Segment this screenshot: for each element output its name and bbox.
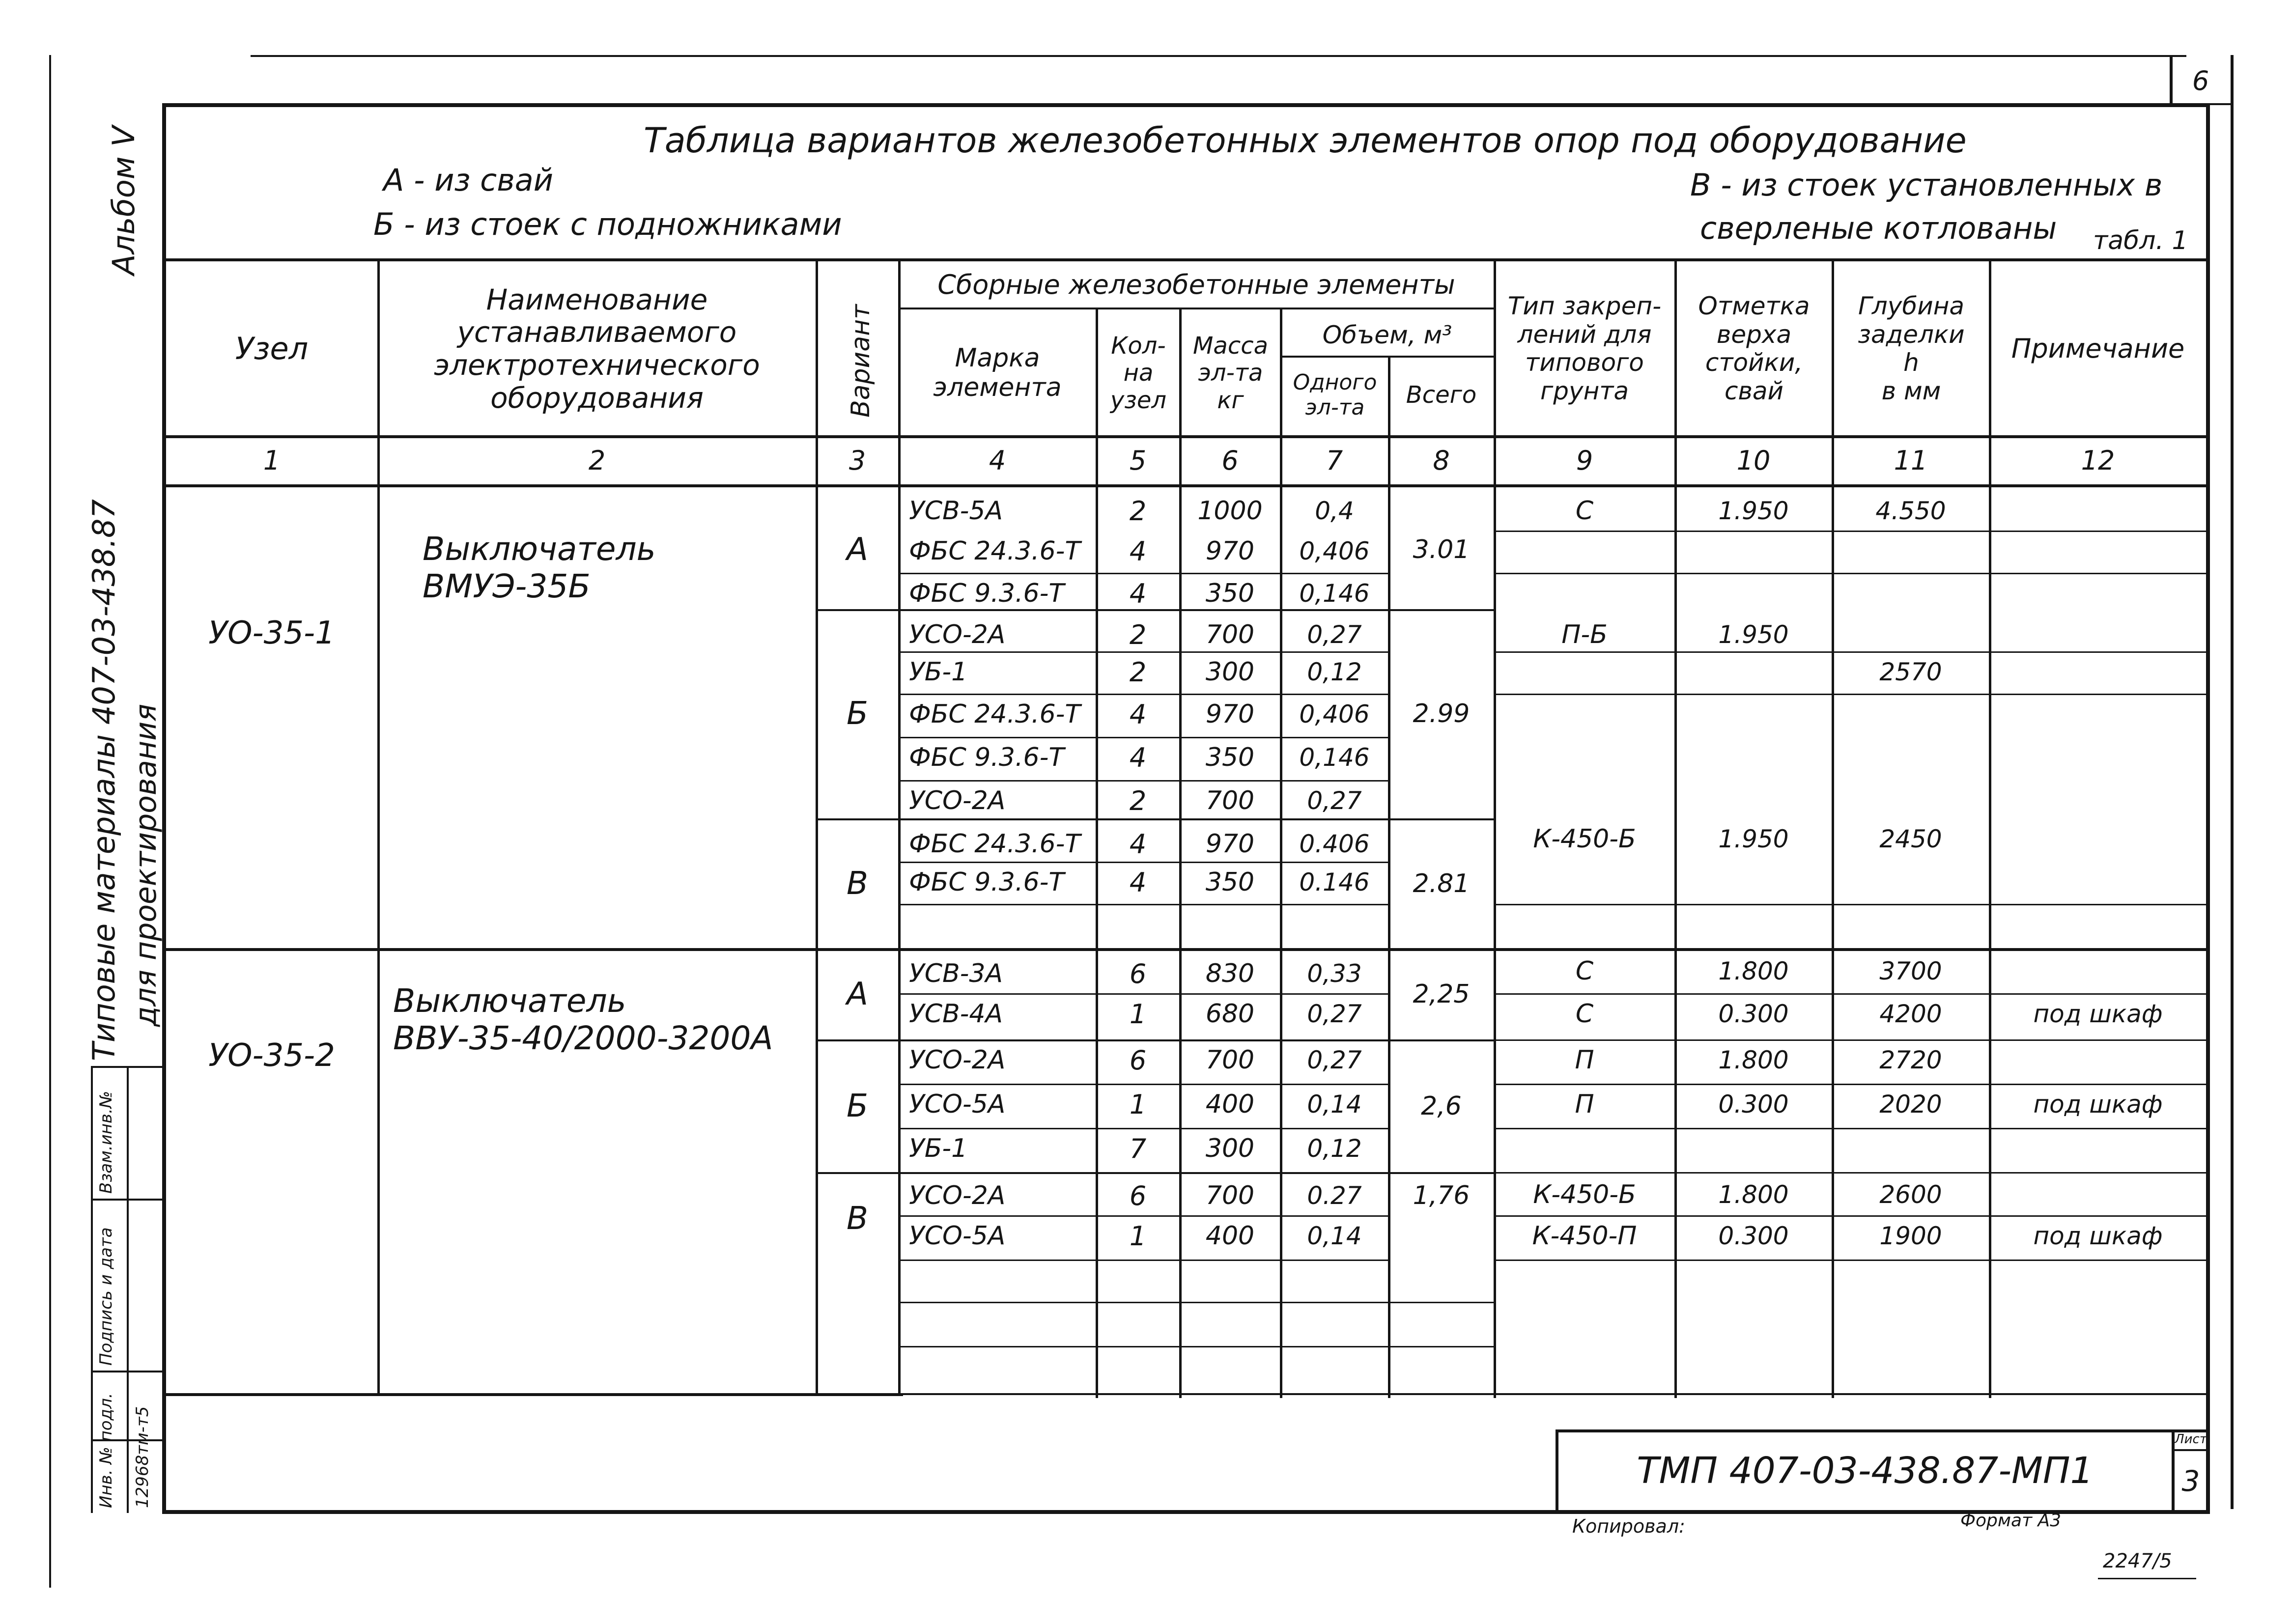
note: под шкаф bbox=[2033, 1222, 2163, 1251]
stamp-list-div bbox=[2172, 1449, 2210, 1451]
stamp-inv: Инв. № подл. bbox=[96, 1393, 116, 1508]
fixing-type: П bbox=[1575, 1045, 1594, 1075]
fixing-type: П-Б bbox=[1561, 620, 1608, 650]
header-kol bbox=[1097, 314, 1180, 432]
element-mass: 400 bbox=[1205, 1221, 1255, 1251]
top-elevation: 1.800 bbox=[1718, 957, 1789, 986]
element-mark: УСВ-3А bbox=[909, 959, 1003, 989]
header-name-line: Наименование bbox=[486, 282, 708, 316]
element-volume: 0,12 bbox=[1307, 1134, 1362, 1163]
element-mark: УСО-2А bbox=[909, 1181, 1006, 1211]
variant-letter: Б bbox=[847, 696, 868, 732]
format-label: Формат А3 bbox=[1960, 1511, 2062, 1531]
element-volume: 0,4 bbox=[1315, 497, 1354, 526]
header-odnogo bbox=[1281, 359, 1389, 432]
hline-colnum-bottom bbox=[166, 484, 2206, 487]
element-volume: 0,14 bbox=[1307, 1090, 1362, 1119]
volume-total: 2,25 bbox=[1413, 980, 1470, 1009]
legend-v2: сверленые котлованы bbox=[1700, 210, 2057, 246]
element-mark: УСВ-4А bbox=[909, 999, 1003, 1029]
header-marka-line: Марка bbox=[955, 343, 1040, 373]
vline-body-6 bbox=[1832, 484, 1834, 1398]
embed-depth: 3700 bbox=[1879, 957, 1942, 986]
header-marka bbox=[899, 314, 1096, 432]
embed-depth: 2450 bbox=[1879, 825, 1942, 854]
element-mass: 700 bbox=[1205, 620, 1255, 650]
element-mark: УСВ-5А bbox=[909, 496, 1003, 526]
header-glubina bbox=[1833, 265, 1990, 432]
stamp-strip-top bbox=[91, 1066, 165, 1068]
column-number: 6 bbox=[1221, 445, 1239, 476]
header-massa bbox=[1180, 314, 1281, 432]
header-glubina-line: h bbox=[1903, 348, 1919, 377]
hline-empty-4 bbox=[166, 1393, 2206, 1395]
header-odnogo-line: эл-та bbox=[1305, 395, 1365, 420]
element-volume: 0,146 bbox=[1299, 579, 1370, 608]
header-group: Сборные железобетонные элементы bbox=[937, 269, 1455, 300]
element-mark: УСО-2А bbox=[909, 1045, 1006, 1075]
element-volume: 0.27 bbox=[1307, 1181, 1362, 1210]
uzel-2: УО-35-2 bbox=[208, 1037, 335, 1074]
series-line1: Типовые материалы 407-03-438.87 bbox=[86, 499, 122, 1061]
hline-empty-2 bbox=[899, 1346, 1494, 1347]
column-number: 9 bbox=[1576, 445, 1593, 476]
column-number: 7 bbox=[1326, 445, 1343, 476]
element-volume: 0,146 bbox=[1299, 743, 1370, 772]
variant-letter: А bbox=[847, 532, 868, 568]
top-elevation: 0.300 bbox=[1718, 1222, 1789, 1251]
element-mass: 350 bbox=[1205, 579, 1255, 609]
embed-depth: 2720 bbox=[1879, 1046, 1942, 1075]
embed-depth: 2600 bbox=[1879, 1180, 1942, 1209]
embed-depth: 4.550 bbox=[1875, 497, 1946, 526]
element-mark: ФБС 24.3.6-Т bbox=[909, 700, 1081, 729]
legend-b: Б - из стоек с подножниками bbox=[373, 206, 842, 242]
equipment-2-line: Выключатель bbox=[393, 982, 626, 1020]
element-mark: ФБС 24.3.6-Т bbox=[909, 829, 1081, 859]
element-mass: 350 bbox=[1205, 868, 1255, 897]
column-number: 2 bbox=[588, 445, 606, 476]
header-tip-line: грунта bbox=[1540, 376, 1629, 405]
header-vsego: Всего bbox=[1406, 381, 1477, 409]
volume-total: 2.99 bbox=[1413, 699, 1470, 729]
top-elevation: 1.950 bbox=[1718, 620, 1789, 649]
embed-depth: 4200 bbox=[1879, 1000, 1942, 1029]
hline-right-11 bbox=[1494, 1260, 2206, 1261]
element-qty: 2 bbox=[1129, 656, 1147, 688]
element-mark: УСО-2А bbox=[909, 620, 1006, 650]
hline-right-4 bbox=[1494, 904, 2206, 905]
element-mass: 700 bbox=[1205, 786, 1255, 816]
volume-total: 2.81 bbox=[1413, 869, 1470, 899]
element-volume: 0,27 bbox=[1307, 1000, 1362, 1029]
element-mass: 400 bbox=[1205, 1090, 1255, 1120]
top-elevation: 0.300 bbox=[1718, 1090, 1789, 1119]
element-mass: 680 bbox=[1205, 999, 1255, 1029]
header-odnogo-line: Одного bbox=[1293, 370, 1377, 395]
variant-letter: Б bbox=[847, 1088, 868, 1125]
sheet-number: 6 bbox=[2192, 65, 2209, 96]
element-volume: 0,14 bbox=[1307, 1222, 1362, 1251]
element-volume: 0,12 bbox=[1307, 658, 1362, 687]
stamp-strip-mid bbox=[127, 1066, 129, 1513]
header-otmetka-line: свай bbox=[1724, 376, 1784, 405]
embed-depth: 2020 bbox=[1879, 1090, 1942, 1119]
stamp-strip-div2 bbox=[91, 1371, 165, 1372]
top-elevation: 1.800 bbox=[1718, 1046, 1789, 1075]
header-otmetka bbox=[1675, 265, 1833, 432]
element-mass: 300 bbox=[1205, 657, 1255, 687]
header-massa-line: эл-та bbox=[1198, 359, 1263, 387]
volume-total: 1,76 bbox=[1413, 1181, 1470, 1211]
column-number: 8 bbox=[1433, 445, 1450, 476]
element-qty: 6 bbox=[1129, 958, 1147, 989]
header-otmetka-line: стойки, bbox=[1705, 348, 1803, 377]
volume-total: 2,6 bbox=[1421, 1092, 1462, 1121]
frame-bottom bbox=[162, 1510, 2210, 1514]
hline-row-9 bbox=[899, 904, 1388, 905]
element-volume: 0,406 bbox=[1299, 537, 1370, 566]
variant-letter: В bbox=[847, 866, 868, 902]
header-uzel: Узел bbox=[235, 331, 309, 367]
hline-right-3 bbox=[1494, 694, 2206, 695]
frame-top bbox=[162, 103, 2208, 107]
table-title: Таблица вариантов железобетонных элементов опор под оборудование bbox=[644, 120, 1967, 161]
stamp-inv-number: 12968тм-т5 bbox=[133, 1406, 152, 1508]
header-name-line: устанавливаемого bbox=[457, 315, 737, 349]
header-name-line: оборудования bbox=[490, 381, 704, 415]
hline-right-8 bbox=[1494, 1128, 2206, 1129]
fixing-type: П bbox=[1575, 1090, 1594, 1120]
variant-letter: В bbox=[847, 1201, 868, 1237]
embed-depth: 1900 bbox=[1879, 1222, 1942, 1251]
sheet-box-right bbox=[2231, 55, 2234, 1509]
fixing-type: К-450-П bbox=[1532, 1221, 1637, 1251]
legend-v1: В - из стоек установленных в bbox=[1690, 167, 2163, 203]
fixing-type: С bbox=[1575, 999, 1594, 1029]
column-number: 4 bbox=[989, 445, 1006, 476]
header-obem: Объем, м³ bbox=[1322, 320, 1452, 349]
note: под шкаф bbox=[2033, 1000, 2163, 1029]
album-label: Альбом V bbox=[106, 126, 141, 275]
hline-empty-1 bbox=[899, 1302, 1494, 1303]
uzel-1: УО-35-1 bbox=[208, 615, 335, 652]
header-tip bbox=[1494, 265, 1675, 432]
element-qty: 4 bbox=[1129, 699, 1147, 730]
header-kol-line: на bbox=[1123, 359, 1154, 387]
stamp-podpis: Подпись и дата bbox=[96, 1227, 116, 1366]
vline-body-7 bbox=[1989, 484, 1991, 1398]
element-volume: 0,27 bbox=[1307, 786, 1362, 815]
bottom-code-underline bbox=[2098, 1578, 2196, 1579]
frame-top-outer bbox=[251, 55, 2186, 57]
hline-right-9 bbox=[1494, 1172, 2206, 1174]
element-mass: 350 bbox=[1205, 743, 1255, 773]
note: под шкаф bbox=[2033, 1090, 2163, 1119]
element-qty: 2 bbox=[1129, 619, 1147, 650]
top-elevation: 1.950 bbox=[1718, 825, 1789, 854]
header-tip-line: лений для bbox=[1517, 320, 1652, 349]
element-qty: 6 bbox=[1129, 1044, 1147, 1076]
element-mass: 700 bbox=[1205, 1181, 1255, 1211]
column-number: 5 bbox=[1129, 445, 1147, 476]
top-elevation: 1.950 bbox=[1718, 497, 1789, 526]
column-number: 10 bbox=[1736, 445, 1771, 476]
stamp-vzam: Взам.инв.№ bbox=[96, 1091, 116, 1194]
column-number: 12 bbox=[2081, 445, 2115, 476]
element-qty: 4 bbox=[1129, 742, 1147, 773]
legend-a: А - из свай bbox=[383, 162, 554, 198]
element-mark: УСО-5А bbox=[909, 1090, 1006, 1120]
header-otmetka-line: верха bbox=[1716, 320, 1792, 349]
stamp-strip-div1 bbox=[91, 1199, 165, 1201]
element-qty: 6 bbox=[1129, 1180, 1147, 1211]
column-number: 11 bbox=[1894, 445, 1928, 476]
element-mass: 970 bbox=[1205, 829, 1255, 859]
element-qty: 4 bbox=[1129, 828, 1147, 860]
element-mark: УСО-2А bbox=[909, 786, 1006, 816]
element-mark: УБ-1 bbox=[909, 657, 968, 687]
element-mark: ФБС 24.3.6-Т bbox=[909, 536, 1081, 566]
element-mass: 700 bbox=[1205, 1045, 1255, 1075]
element-volume: 0.146 bbox=[1299, 868, 1370, 897]
series-line2: для проектирования bbox=[129, 703, 163, 1027]
element-qty: 4 bbox=[1129, 535, 1147, 567]
element-mark: ФБС 9.3.6-Т bbox=[909, 579, 1065, 609]
header-massa-line: Масса bbox=[1192, 332, 1269, 360]
element-volume: 0,27 bbox=[1307, 1046, 1362, 1075]
hline-row-15 bbox=[899, 1172, 1388, 1174]
header-massa-line: кг bbox=[1217, 386, 1244, 414]
element-qty: 1 bbox=[1129, 998, 1147, 1030]
volume-total: 3.01 bbox=[1413, 535, 1470, 565]
header-otmetka-line: Отметка bbox=[1698, 292, 1810, 320]
header-name-line: электротехнического bbox=[434, 348, 760, 382]
kopiroval-label: Копировал: bbox=[1572, 1515, 1685, 1537]
equipment-1 bbox=[423, 531, 806, 639]
top-elevation: 0.300 bbox=[1718, 1000, 1789, 1029]
element-mass: 1000 bbox=[1197, 496, 1263, 526]
element-qty: 7 bbox=[1129, 1133, 1147, 1164]
element-qty: 2 bbox=[1129, 785, 1147, 816]
top-elevation: 1.800 bbox=[1718, 1180, 1789, 1209]
element-volume: 0,33 bbox=[1307, 959, 1362, 988]
element-mass: 300 bbox=[1205, 1134, 1255, 1164]
equipment-2-line: ВВУ-35-40/2000-3200А bbox=[393, 1019, 773, 1057]
header-kol-line: Кол- bbox=[1111, 332, 1166, 360]
list-number: 3 bbox=[2181, 1464, 2200, 1498]
frame-left-outer bbox=[49, 55, 51, 1588]
element-mark: УСО-5А bbox=[909, 1221, 1006, 1251]
equipment-1-line: ВМУЭ-35Б bbox=[423, 567, 591, 605]
element-qty: 1 bbox=[1129, 1089, 1147, 1120]
element-mass: 970 bbox=[1205, 536, 1255, 566]
header-glubina-line: в мм bbox=[1881, 376, 1941, 405]
list-label: Лист bbox=[2175, 1432, 2207, 1447]
column-number: 1 bbox=[263, 445, 281, 476]
element-qty: 4 bbox=[1129, 578, 1147, 609]
element-volume: 0,406 bbox=[1299, 700, 1370, 729]
header-variant: Вариант bbox=[846, 304, 876, 418]
document-code: ТМП 407-03-438.87-МП1 bbox=[1637, 1450, 2094, 1492]
column-number: 3 bbox=[849, 445, 866, 476]
hline-right-1 bbox=[1494, 573, 2206, 574]
table-ref: табл. 1 bbox=[2093, 226, 2188, 255]
element-mark: ФБС 9.3.6-Т bbox=[909, 743, 1065, 773]
element-mass: 830 bbox=[1205, 959, 1255, 989]
fixing-type: С bbox=[1575, 496, 1594, 526]
header-glubina-line: заделки bbox=[1858, 320, 1965, 349]
frame-right bbox=[2206, 103, 2210, 1514]
element-mark: ФБС 9.3.6-Т bbox=[909, 868, 1065, 897]
header-tip-line: типового bbox=[1525, 348, 1644, 377]
hline-row-end1 bbox=[899, 948, 1388, 950]
embed-depth: 2570 bbox=[1879, 658, 1942, 687]
element-qty: 2 bbox=[1129, 495, 1147, 527]
element-qty: 1 bbox=[1129, 1220, 1147, 1252]
header-glubina-line: Глубина bbox=[1858, 292, 1965, 320]
equipment-1-line: Выключатель bbox=[423, 530, 656, 568]
variant-letter: А bbox=[847, 976, 868, 1013]
header-kol-line: узел bbox=[1110, 386, 1167, 414]
element-mark: УБ-1 bbox=[909, 1134, 968, 1164]
bottom-code: 2247/5 bbox=[2103, 1550, 2172, 1572]
header-primech: Примечание bbox=[2011, 333, 2185, 364]
element-mass: 970 bbox=[1205, 700, 1255, 729]
fixing-type: С bbox=[1575, 956, 1594, 986]
element-volume: 0.406 bbox=[1299, 830, 1370, 859]
element-qty: 4 bbox=[1129, 867, 1147, 898]
hline-row-end2 bbox=[899, 1260, 1388, 1261]
header-name bbox=[378, 265, 816, 432]
stamp-top-line bbox=[1557, 1429, 2210, 1432]
fixing-type: К-450-Б bbox=[1533, 824, 1636, 854]
fixing-type: К-450-Б bbox=[1533, 1180, 1636, 1210]
element-volume: 0,27 bbox=[1307, 620, 1362, 649]
header-tip-line: Тип закреп- bbox=[1507, 292, 1662, 320]
sheet-box-bottom bbox=[2170, 103, 2234, 105]
equipment-2 bbox=[393, 982, 816, 1095]
stamp-strip-left bbox=[91, 1066, 93, 1513]
header-marka-line: элемента bbox=[933, 373, 1062, 402]
